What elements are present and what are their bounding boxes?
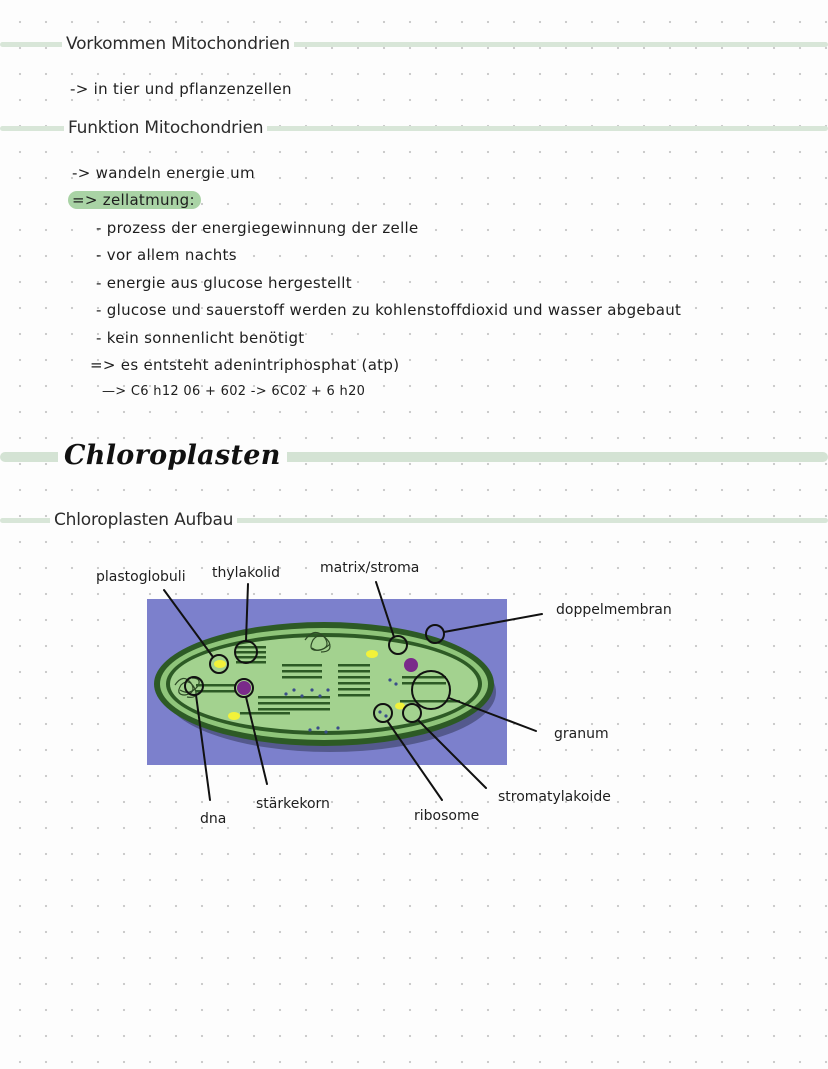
function-item: - glucose und sauerstoff werden zu kohlenstoffdioxid und wasser abgebaut [96,301,682,319]
label-ribosome: ribosome [414,808,480,824]
label-starch: stärkekorn [256,796,330,812]
starch-grain [237,681,251,695]
heading-structure: Chloroplasten Aufbau [50,510,237,530]
highlight-zellatmung: => zellatmung: [68,191,201,209]
heading-function: Funktion Mitochondrien [64,118,267,138]
label-double-membrane: doppelmembran [556,602,672,618]
function-item: - vor allem nachts [96,246,237,264]
function-item: - kein sonnenlicht benötigt [96,329,305,347]
function-item: - prozess der energiegewinnung der zelle [96,219,419,237]
function-item: => es entsteht adenintriphosphat (atp) [90,356,400,374]
label-granum: granum [554,726,609,742]
page-title: Chloroplasten [58,440,287,471]
label-dna: dna [200,811,227,827]
occurrence-text: -> in tier und pflanzenzellen [70,80,292,98]
function-item: - energie aus glucose hergestellt [96,274,352,292]
formula: —> C6 h12 06 + 602 -> 6C02 + 6 h20 [102,384,366,399]
function-item: -> wandeln energie um [72,164,255,182]
label-plastoglobuli: plastoglobuli [96,569,186,585]
label-stroma-thylakoids: stromatylakoide [498,789,611,805]
starch-grain [404,658,418,672]
label-matrix: matrix/stroma [320,560,420,576]
heading-occurrence: Vorkommen Mitochondrien [62,34,294,54]
label-thylakoid: thylakolid [212,565,280,581]
